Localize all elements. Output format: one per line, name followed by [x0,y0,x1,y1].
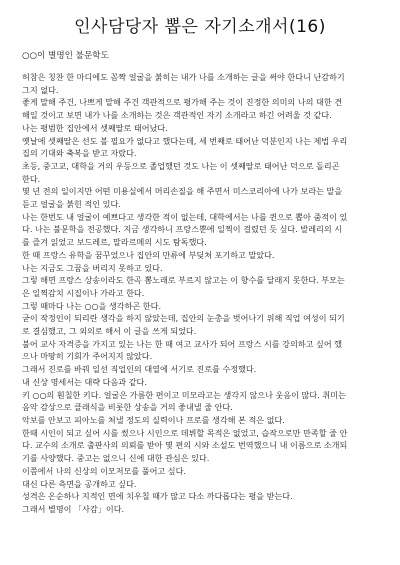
text-line: 로 결심했고, 그 외의로 해서 이 글을 쓰게 되었다. [22,326,197,337]
text-line: 한때 시인이 되고 싶어 시를 썼으나 시인으로 데뷔할 목적은 없었고, 습작으로만 만족할 줄 안 [22,427,348,438]
page-subtitle: ○○이 별명인 불문학도 [22,51,109,61]
text-line: 그래서 진로를 바꿔 일선 직업인의 대열에 서기로 진로를 수정했다. [22,364,257,375]
text-line: 몇 년 전의 일이지만 어떤 미용실에서 머리손질을 해 주면서 미스코리아에 나가 보라는 말을 [22,186,343,197]
text-line: 그렇 때마다 나는 ○○을 생각하곤 한다. [22,300,162,311]
text-line: 은 일찍감치 시집이나 가라고 한다. [22,287,145,298]
page-title: 인사담당자 뽑은 자기소개서(16) [74,17,326,37]
text-line: 이쯤에서 나의 신상의 이모저모를 풀어고 싶다. [22,465,186,476]
text-line: 굳이 작정인이 되리란 생각을 하지 않았는데, 집안의 눈총을 벗어나기 위해 직업 여성이 되기 [22,313,345,324]
text-line: 다. 나는 불문학을 전공했다. 지금 생각하니 프랑스뿐에 일찍이 걸렸던 듯 싶다. 발레리의 시 [22,224,343,235]
text-line: 해일 것이고 보면 내가 나를 소개하는 것은 객관적인 자기 소개라고 하긴 어려울 것 같다. [22,110,332,121]
text-line: 한 때 프랑스 유학을 꿈꾸었으나 집안의 만류에 부딪쳐 포기하고 말았다. [22,249,275,260]
text-line: 한다. [22,173,41,184]
text-line: 집의 기대와 축복을 받고 자랐다. [22,148,137,159]
text-line: 악보를 안보고 피아노를 쳐낼 정도의 실력이나 프로를 생각해 본 적은 없다. [22,414,285,425]
text-line: 음악 감상으로 클래식을 비롯한 상송을 거의 좋내낼 줄 안다. [22,402,233,413]
text-line: 그지 없다. [22,84,59,95]
text-line: 키 ○○의 훤칠한 키다. 얼굴은 가름한 편이고 미모라고는 생각지 않으나 웃음이 많다. 취미는 [22,389,346,400]
text-line: 듣고 얼굴을 붉힌 적인 있다. [22,199,121,210]
text-line: 나는 지금도 그꿈을 버리지 못하고 있다. [22,262,163,273]
text-line: 기를 사양했다. 중고는 없으니 신에 대한 관심은 있다. [22,453,210,464]
text-line: 다. 교수의 소개로 출판사의 의뢰를 받아 몇 편의 시와 소설도 번역했으니 내 이름으로 소개되 [22,440,348,451]
text-line: 으나 마땅히 기회가 주어지지 않았다. [22,351,153,362]
text-line: 좋게 말해 주건, 나쁘게 말해 주건 객관적으로 평가해 주는 것이 진정한 의미의 나의 대한 견 [22,97,343,108]
text-line: 불어 교사 자격증을 가지고 있는 나는 한 때 여고 교사가 되어 프랑스 시를 강의하고 싶어 했 [22,338,343,349]
text-line: 내 신상 명세서는 대략 다음과 같다. [22,376,147,387]
text-line: 그래서 별명이 「사감」이다. [22,503,125,514]
text-line: 그렇 해면 프랑스 상송이라도 한곡 뽐노래로 부르지 않고는 이 향수를 달래지 못한다. 부모는 [22,275,345,286]
text-line: 성격은 온순하나 지적인 면에 치우칠 때가 많고 다소 까다롭다는 평을 받는다. [22,491,293,502]
text-line: 옛날에 셋째딸은 선도 볼 필요가 없다고 했다는데, 세 번째로 태어난 덕분인지 나는 제법 우리 [22,135,348,146]
text-line: 나는 한번도 내 얼굴이 예쁘다고 생각한 적이 없는데, 대학에서는 나를 퀸으로 뽑아 줌적이 있 [22,211,348,222]
text-line: 를 즐겨 읽었고 보드레르, 말라르메의 시도 탐독했다. [22,237,207,248]
text-line: 초등, 중고교, 대학을 거의 우등으로 졸업했던 것도 나는 이 셋째딸로 태어난 덕으로 돌리곤 [22,160,340,171]
text-line: 허참은 칭찬 한 마디에도 꼼짝 얼굴을 붉히는 내가 나를 소개하는 글을 써야 한다니 난감하기 [22,72,345,82]
body-text [22,71,378,516]
text-line: 나는 평범한 집안에서 셋째딸로 태어났다. [22,122,168,133]
text-line: 대신 다른 측면을 공개하고 싶다. [22,478,137,489]
